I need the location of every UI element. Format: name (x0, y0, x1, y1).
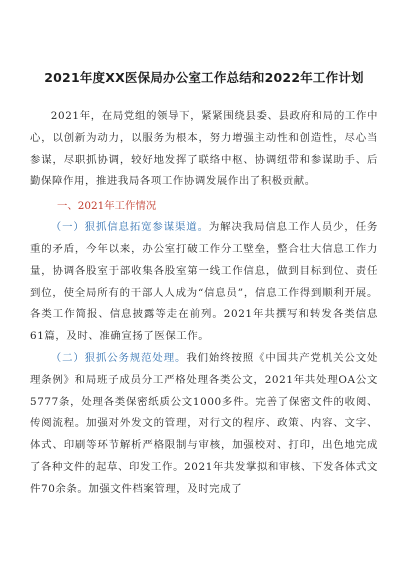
item-1-paragraph (30, 217, 378, 348)
item-2-lead: （二）狠抓公务规范处理。 (50, 351, 187, 364)
document-title: 2021年度XX医保局办公室工作总结和2022年工作计划 (44, 70, 364, 85)
item-2-text: 我们始终按照《中国共产党机关公文处理条例》和局班子成员分工严格处理各类公文，2021年共处理OA公文5777条，处理各类保密纸质公文1000多件。完善了保密文件的收阅、传阅流程。加强对外发文的管理，对行文的程序、政策、内容、文字、体式、印刷等环节解析严格限制与审核，加强校对、打印，出色地完成了各种文件的起草、印发工作。2021年共发掌拟和审核、下发各体式文件70余条。加强文件档案管理，及时完成了 (30, 351, 378, 495)
item-2-paragraph (30, 348, 378, 501)
intro-paragraph: 2021年，在局党组的领导下，紧紧围绕县委、县政府和局的工作中心，以创新为动力，以服务为根本，努力增强主动性和创造性，尽心当参谋，尽职抓协调，较好地发挥了联络中枢、协调纽带和参谋助手、后勤保障作用，推进我局各项工作协调发展作出了积极贡献。 (30, 110, 378, 188)
item-1-lead: （一）狠抓信息拓宽参谋渠道。 (50, 221, 209, 234)
item-1-text: 为解决我局信息工作人员少，任务重的矛盾，今年以来，办公室打破工作分工壁垒，整合壮大信息工作力量，协调各股室于部收集各股室第一线工作信息，做到目标到位、责任到位，使全局所有的干部人人成为“信息员”，信息工作得到顺利开展。各类工作简报、信息披露等走在前列。2021年共撰写和转发各类信息61篇，及时、准确宣扬了医保工作。 (30, 221, 378, 343)
section-heading: 一、2021年工作情况 (57, 200, 157, 213)
